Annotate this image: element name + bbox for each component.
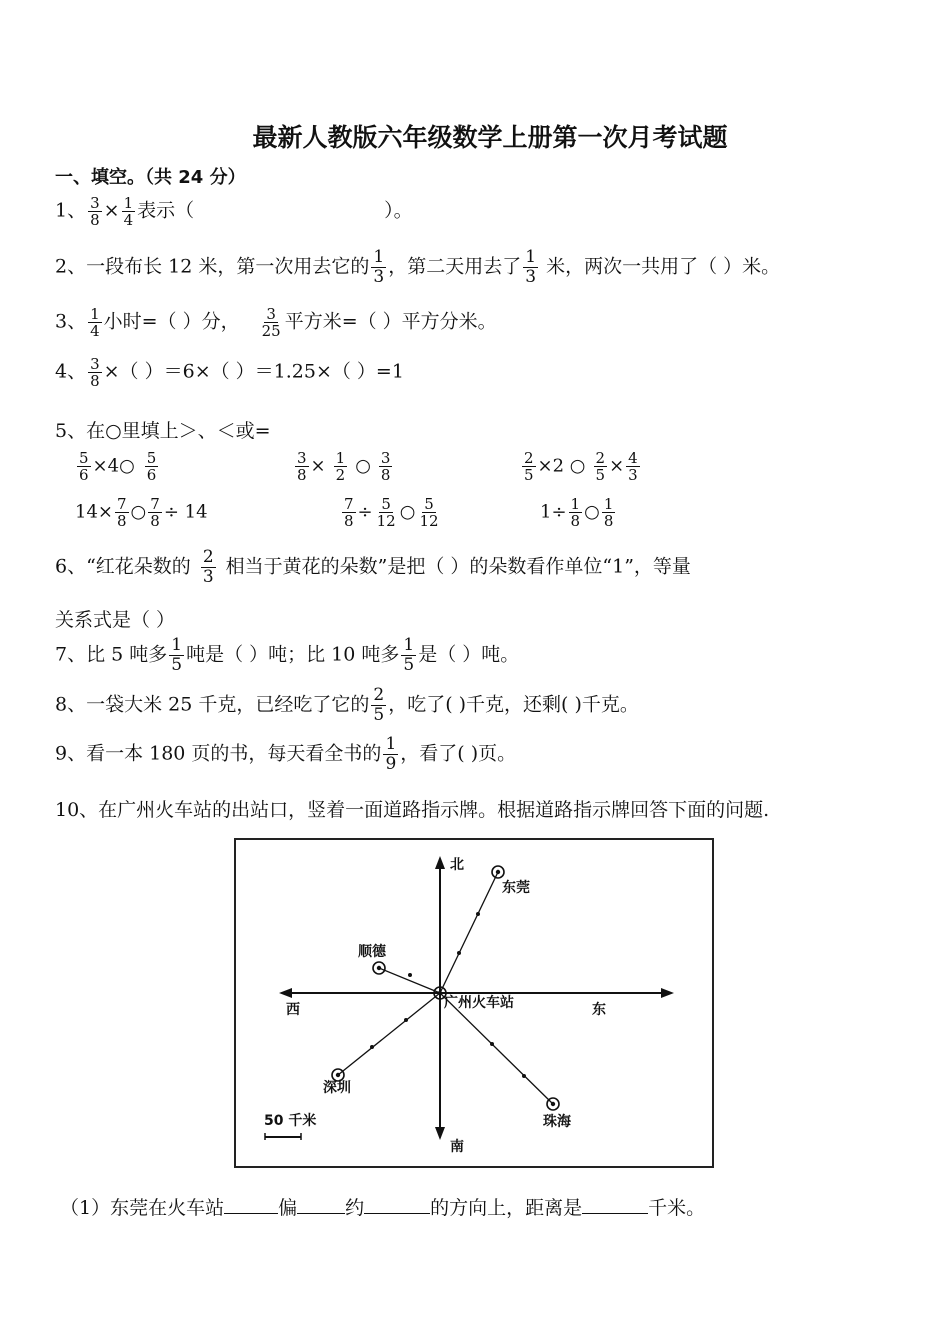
question-8: 8、一袋大米 25 千克，已经吃了它的 $\frac{2}{5}$ ，吃了( )千克，还剩( )千克。 [55, 685, 639, 725]
page-title: 最新人教版六年级数学上册第一次月考试题 [252, 123, 728, 152]
direction-map [234, 838, 714, 1168]
station-label: 广州火车站 [444, 995, 514, 1011]
north-label: 北 [450, 857, 464, 873]
question-2: 2、一段布长 12 米，第一次用去它的 $\frac{1}{3}$ ，第二天用去了 $\frac{1}{3}$ 米，两次一共用了（ ）米。 [55, 247, 781, 287]
compare-2: $\frac{3}{8}$ × $\frac{1}{2}$ ○ $\frac{3}{8}$ [297, 449, 391, 484]
section-heading: 一、填空。（共 24 分） [55, 167, 246, 188]
compare-1: $\frac{5}{6}$ ×4○ $\frac{5}{6}$ [79, 449, 157, 484]
answer-blank-4[interactable] [582, 1195, 648, 1214]
question-10: 10、在广州火车站的出站口，竖着一面道路指示牌。根据道路指示牌回答下面的问题. [55, 799, 770, 821]
answer-blank-3[interactable] [364, 1195, 430, 1214]
question-4: 4、 $\frac{3}{8}$ ×（ ）＝6×（ ）＝1.25×（ ）=1 [55, 355, 404, 390]
question-1: 1、 $\frac{3}{8}$ × $\frac{1}{4}$ 表示（ ）。 [55, 194, 413, 229]
west-label: 西 [286, 1002, 300, 1018]
question-7: 7、比 5 吨多 $\frac{1}{5}$ 吨是（ ）吨；比 10 吨多 $\frac{1}{5}$ 是（ ）吨。 [55, 635, 520, 675]
question-9: 9、看一本 180 页的书，每天看全书的 $\frac{1}{9}$ ，看了( )页。 [55, 734, 517, 774]
compare-3: $\frac{2}{5}$ ×2 ○ $\frac{2}{5}$ × $\frac{4}{3}$ [524, 449, 638, 484]
zhuhai-label: 珠海 [543, 1114, 571, 1130]
east-label: 东 [592, 1002, 606, 1018]
answer-blank-2[interactable] [297, 1195, 345, 1214]
question-6-cont: 关系式是（ ） [55, 609, 176, 631]
compare-5: $\frac{7}{8}$ ÷ $\frac{5}{12}$ ○ $\frac{5}{12}$ [344, 495, 439, 530]
question-5-heading: 5、在○里填上＞、＜或= [55, 420, 271, 442]
dongguan-label: 东莞 [502, 880, 530, 896]
south-label: 南 [450, 1139, 464, 1155]
sub-question-1: （1）东莞在火车站 偏 约 的方向上，距离是 千米。 [60, 1197, 706, 1219]
question-6: 6、“红花朵数的 $\frac{2}{3}$ 相当于黄花的朵数”是把（ ）的朵数看作单位“1”，等量 [55, 547, 691, 587]
question-3: 3、 $\frac{1}{4}$ 小时=（ ）分， $\frac{3}{25}$ 平方米=（ ）平方分米。 [55, 305, 497, 340]
shenzhen-label: 深圳 [323, 1080, 351, 1096]
scale-label: 50 千米 [264, 1113, 317, 1129]
shunde-label: 顺德 [358, 944, 386, 960]
compare-6: 1÷ $\frac{1}{8}$ ○ $\frac{1}{8}$ [540, 495, 614, 530]
answer-blank-1[interactable] [224, 1195, 278, 1214]
compare-4: 14× $\frac{7}{8}$ ○ $\frac{7}{8}$ ÷ 14 [75, 495, 208, 530]
